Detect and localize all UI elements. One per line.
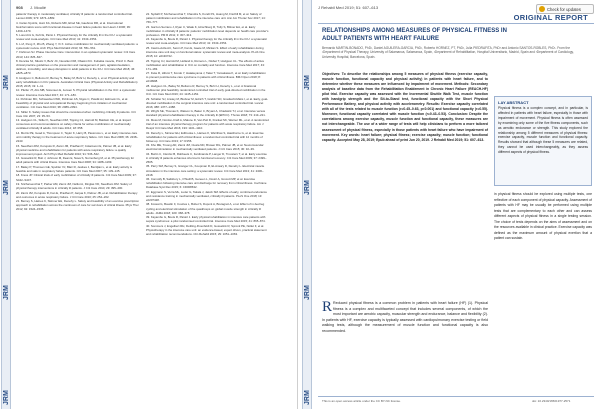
reference-item: 38. Fossat G, Baudin F, Courtes L, Bobet S, Dupont A, Bretagnol A, et al. Effect of in-bed leg cycling and electrical stimulation of the quadriceps on global muscle strength in critically ill adults. JAMA 2018; 320: 368–378.: [146, 202, 265, 215]
reference-item: 24. Kayambu G, Boots R, Paratz J. Physical therapy for the critically ill in the ICU: a systematic review and meta-analysis. Crit Care Med 2013; 41: 1543–1554.: [146, 37, 268, 46]
reference-item: 31. Moss M, Nordon-Craft A, Malone D, Van Pelt D, Frankel SK, Warner ML, et al. A randomized trial of an intensive physical therapy program for patients with acute respiratory failure. Am J Respir Crit Care Med 2016; 193: 1101–1110.: [146, 117, 269, 131]
body-text-left: [322, 301, 488, 335]
reference-item: 18. Kress JP. Clinical trials of early mobilization of critically ill patients. Crit Care Med 2009; 37: S442–S447.: [16, 173, 137, 182]
journal-side-strip-right: [302, 0, 312, 409]
reference-item: 30. Wright SE, Thomas K, Watson G, Baker C, Bryant A, Chadwick TJ, et al. Intensive versus standard physical rehabilitation therapy in the critically ill (EPICC). Thorax 2018; 73: 213–221.: [146, 109, 266, 118]
reference-item: 11. Pohlman MC, Schweickert WD, Pohlman AS, Nigos C, Pawlik AJ, Esbrook CL, et al. Feasibility of physical and occupational therapy beginning from initiation of mechanical ventilation. Crit Care Med 2010; 38: 2089–2094.: [16, 97, 129, 110]
strip-label: JRM: [3, 180, 10, 195]
reference-item: 9. Hodgson C, Bellomo R, Berney S, Bailey M, Buhr H, Denehy L, et al. Physical activity and early rehabilitation in ICU patients. Australian Critical Care (Physical Activity and Rehabilitation) 2015; 2015; 19: 1–11.: [16, 75, 138, 88]
reference-item: 13. Hodgson CL, Stiller K, Needham DM, Tipping CJ, Harrold M, Baldwin CE, et al. Expert consensus and recommendations on safety criteria for active mobilization of mechanically ventilated critically ill adults. Crit Care 2014; 18: 658.: [16, 118, 132, 131]
running-head-left: J. Moulié: [30, 5, 47, 10]
body-text-left-content: Reduced physical fitness is a common problem in patients with heart failure (HF) (1). Physical fitness is a complex and multifaceted concept that includes several components, of which the most important are aerobic capacity, muscular strength and endurance, balance and flexibility (2). In patients with HF, exercise capacity is typically assessed with cardiopulmonary exercise testing or field walking tests, although the measurement of muscle function and functional capacity is also recommended.: [322, 301, 488, 333]
reference-item: 20. Zanni JM, Korupolu R, Fan E, Pradhan P, Janjua K, Palmer JB, et al. Rehabilitation therapy and outcomes in acute respiratory failure. J Crit Care 2010; 25: 254–262.: [16, 190, 138, 199]
running-head-right: J Rehabil Med 2019; 51: 607–613: [318, 5, 379, 10]
header-rule: [318, 23, 594, 24]
license-note: This is an open access article under the CC BY-NC license.: [322, 399, 401, 403]
right-page: [300, 0, 600, 409]
reference-item: patients' therapy in moderately ventilated, critically ill patients: a randomized controlled trial. Lancet 2009; 373: 1874–1882.: [16, 12, 133, 21]
reference-item: 23. Garzon-Serrano J, Ryan C, Waak K, Hirschberg R, Tully S, Bittner EA, et al. Early mobilization in critically ill patients: patients' mobilization level depends on health care provider's profession. PM R 2011; 3: 307–313.: [146, 24, 269, 37]
section-label: ORIGINAL REPORT: [513, 13, 588, 22]
reference-item: 10. Pfeifer JT, Alm MB, Sörensen E, Jensen S. Physical rehabilitation in the ICU: a systematic review. Intensive Care Med 2017; 43: 171–183.: [16, 88, 136, 97]
reference-item: 32. Denehy L, Skinner EH, Edbrooke L, Haines K, Warrillow S, Hawthorne G, et al. Exercise rehabilitation for patients with critical illness: a randomized controlled trial with 12 months of follow-up. Crit Care 2013; 17: R156.: [146, 130, 264, 143]
page-number: 908: [16, 5, 23, 10]
reference-item: 15. Needham DM, Korupolu R, Zanni JM, Pradhan P, Colantuoni E, Palmer JB, et al. Early physical medicine and rehabilitation for patients with acute respiratory failure: a quality improvement project. Arch Phys Med Rehabil 2010; 91: 536–542.: [16, 143, 132, 156]
reference-item: 28. Hodgson CL, Bailey M, Bellomo R, Berney S, Buhr H, Denehy L, et al. A binational multicenter pilot feasibility randomized controlled trial of early goal-directed mobilization in the ICU. Crit Care Med 2016; 44: 1145–1152.: [146, 83, 266, 97]
author-list: Bernardo MARTIN-BONADO, PhD¹, Daniel AGUILERA-GARCIA, PhD¹, Roberto HORNEZ, PT, PhD², Julia PIEDRAFITA, PhD³ and Antonio SANTOS-ROBLES, PhD¹. From the ¹Department of Physical Therapy, University of Salamanca, Salamanca, Spain, ²Department of Rehabilitation, Hospital Universitario, Madrid, Spain and ³Department of Cardiology, University Hospital, Barcelona, Spain.: [322, 46, 574, 59]
reference-item: 17. Bailey P, Thomsen GE, Spuhler VJ, Blair R, Jewkes J, Bezdjian L, et al. Early activity is feasible and safe in respiratory failure patients. Crit Care Med 2007; 35: 139–145.: [16, 164, 133, 173]
reference-column-1: [16, 12, 139, 212]
reference-item: 39. Kayambu G, Boots R, Paratz J. Early physical rehabilitation in intensive care patients with sepsis syndromes: a pilot randomised controlled trial. Intensive Care Med 2015; 41: 865–874.: [146, 215, 266, 224]
reference-item: 35. Parry SM, Berney S, Granger CL, Koopman R, El-Ansary D, Denehy L. Electrical muscle stimulation in the intensive care setting: a systematic review. Crit Care Med 2013; 41: 2406–2418.: [146, 164, 265, 177]
reference-item: 27. Fuke R, Hifumi T, Kondo Y, Hatakeyama J, Takei T, Yamakawa K, et al. Early rehabilitation to prevent postintensive care syndrome in patients with critical illness. BMJ Open 2018; 8: e019998.: [146, 71, 266, 84]
reference-item: 8. Dencka SJ, Nikolic V, Behr JC, Nevellen DM, Obasini KC. Kubelka muscle, Prinzl C. Best clinical practice guidelines on the prevention and management of pain, agitation/sedation, delirium, immobility, and sleep disruption in adult patients in the ICU. Crit Care Med 2018; 46: e825–e873.: [16, 58, 136, 76]
reference-item: 22. Nydahl P, Sricharoenchai T, Chandra S, Kundt FS, Huang M, Fischill M, et al. Safety of patient mobilization and rehabilitation in the intensive care unit. Ann Am Thorac Soc 2017; 14: 766–777.: [146, 12, 266, 25]
abstract: Objectives: To describe the relationships among 5 measures of physical fitness (exercise capacity, muscle function, functional capacity and physical activity) in patients with heart failure, and to determine whether these measures are influenced by impairment of movement. Methods: Secondary analysis of baseline data from the Rehabilitation Enablement in Chronic Heart Failure (REACH-HF) pilot trial. Exercise capacity was assessed with the Incremental Shuttle Walk Test, muscle function with handgrip strength and the Sit-to-Stand test, functional capacity with the Short Physical Performance Battery, and physical activity with accelerometry. Results: Exercise capacity correlated with all of the tests related to muscle function (r=0.45–0.63, p<0.001) and functional capacity (r=0.55). Moreover, functional capacity correlated with muscle function (r=0.43–0.53). Conclusion: Despite the correlations among exercise capacity, muscle function and functional capacity, these measures are not interchangeable. The use of a wider range of tests will help clinicians to perform a more tailored assessment of physical fitness, especially in those patients with heart failure who have impairment of movement. Key words: heart failure; physical fitness; exercise capacity; muscle function; functional capacity. Accepted May 28, 2019; Epub ahead of print Jun 20, 2019. J Rehabil Med 2019; 51: 607–613.: [322, 72, 488, 142]
reference-item: 21. Berney S, Haines K, Skinner EH, Denehy L. Safety and feasibility of an exercise prescription approach to rehabilitation across the continuum of care for survivors of critical illness. Phys Ther 2012; 92: 1524–1535.: [16, 199, 139, 212]
lay-abstract-heading: LAY ABSTRACT: [498, 100, 529, 105]
reference-item: 33. Kho ME, Truong AD, Zanni JM, Ciesla ND, Brower RG, Palmer JB, et al. Neuromuscular electrical stimulation in mechanically ventilated patients. J Crit Care 2015; 30: 32–39.: [146, 143, 264, 152]
strip-label: JRM: [304, 180, 311, 195]
body-text-right: in physical fitness should be explored using multiple tests, one reflective of each component of physical capacity. Assessment of patients with HF may be usually be performed using multiple tests that are complementary to each other and can assess different aspects of physical fitness in a single testing session. The choice of tests depends on the aims of assessment and on the resources available in clinical practice. Exercise capacity was defined as the maximum amount of physical exertion that a patient can sustain.: [494, 192, 592, 240]
journal-side-strip-left: [1, 0, 11, 409]
drop-cap: R: [322, 299, 333, 315]
reference-item: 16. Gosselink R, Bott J, Johnson M, Dean E, Nava S, Norrenberg M, et al. Physiotherapy for adult patients with critical illness. Intensive Care Med 2008; 34: 1188–1199.: [16, 156, 135, 165]
reference-item: 29. Schaller SJ, Anstey M, Blobner M, Edrich T, Grabitz SD, Gradwohl-Matis I, et al. Early, goal-directed mobilisation in the surgical intensive care unit: a randomised controlled trial. Lancet 2016; 388: 1377–1388.: [146, 96, 268, 109]
reference-item: 4. Carter-Nyoli E, Hunt KA, Roberts MD, Elrod SE, Gaebrow RR, et al. International bioinformatics score with functional disease in heart failure patients: Eur Heart J 2006; 39: 1469–1470.: [16, 20, 131, 33]
reference-item: 5. Lorenzini G, Kuhl E, Parisi J. Physical therapy for the critically ill in the ICU: a systematic review and meta-analysis. Crit Care Med 2013; 41: 1543–1554.: [16, 33, 133, 42]
strip-label: JRM: [3, 285, 10, 300]
strip-label: JRM: [304, 285, 311, 300]
strip-label: JRM: [3, 75, 10, 90]
lay-abstract-text: Physical fitness is a complex concept, and in particular, is affected in patients with heart failure, especially in those with impairment of movement. Physical fitness is often assessed by examining only some of the five fitness components, such as aerobic endurance or strength. This study explored the relationship among 5 different measures of physical fitness: exercise capacity, muscle function and functional capacity. Results showed that although these 5 measures are related, they cannot be used interchangeably, as they assess different aspects of physical fitness.: [498, 106, 588, 155]
update-icon: [539, 6, 545, 12]
reference-item: 7. Fishman SJ. Phase Intensive Care: intervention in an updated systematic review. Crit Care 2013; 144: 825–847.: [16, 50, 136, 59]
article-title: RELATIONSHIPS AMONG MEASURES OF PHYSICAL FITNESS IN ADULT PATIENTS WITH HEART FAILURE: [322, 28, 507, 42]
reference-item: 25. Castro-Avila AC, Serón P, Fan E, Gaete M, Mickan S. Effect of early rehabilitation during intensive care unit stay on functional status: systematic review and meta-analysis. PLoS One 2015; 10: e0130722.: [146, 45, 265, 59]
reference-item: 19. Sricharoenchai T, Parker AM, Zanni JM, Nelliot A, Dinglas VD, Needham DM. Safety of physical therapy interventions in critically ill patients. J Crit Care 2014; 29: 395–400.: [16, 182, 132, 191]
reference-item: 6. Li Z, Peng X, Zhu B, Zhang Y, Xi X. Active mobilization for mechanically ventilated patients: a systematic review. Arch Phys Med Rehabil 2013; 94: 551–561.: [16, 41, 138, 50]
reference-item: 40. Sommers J, Engelbert RH, Dettling-Ihnenfeldt D, Gosselink R, Spronk PE, Nollet F, et al. Physiotherapy in the intensive care unit: an evidence-based, expert driven, practical statement and rehabilitation recommendations. Clin Rehabil 2015; 29: 1051–1063.: [146, 223, 267, 236]
doi[interactable]: doi: 10.2340/16501977-2571: [532, 399, 571, 403]
lay-abstract-box: [494, 96, 592, 186]
left-page: [0, 0, 298, 409]
footer-rule: [318, 396, 594, 397]
reference-item: 36. Connolly B, Salisbury L, O'Neill B, Geneen L, Douiri A, Grocott MP, et al. Exercise rehabilitation following intensive care unit discharge for recovery from critical illness. Cochrane Database Syst Rev 2015; 6: CD008632.: [146, 177, 267, 190]
strip-label: JRM: [304, 75, 311, 90]
reference-item: 14. Morris PE, Goad A, Thompson C, Taylor K, Harry B, Passmore L, et al. Early intensive care unit mobility therapy in the treatment of acute respiratory failure. Crit Care Med 2008; 36: 2238–2243.: [16, 130, 139, 144]
reference-column-2: [146, 12, 269, 236]
reference-item: 12. Stiller K. Safety issues that should be considered when mobilizing critically ill patients. Crit Care Clin 2007; 23: 35–53.: [16, 109, 136, 118]
reference-item: 37. Eggmann S, Verra ML, Luder G, Takala J, Jakob SM. Effects of early, combined endurance and resistance training in mechanically ventilated, critically ill patients. PLoS One 2018; 13: e0207428.: [146, 189, 267, 202]
badge-label: Check for updates: [547, 6, 581, 12]
reference-item: 34. Burtin C, Clerckx B, Robbeets C, Ferdinande P, Langer D, Troosters T, et al. Early exercise in critically ill patients enhances short-term functional recovery. Crit Care Med 2009; 37: 2499–2505.: [146, 151, 267, 164]
reference-item: 26. Tipping CJ, Harrold M, Holland A, Romero L, Nisbet T, Hodgson CL. The effects of active mobilisation and rehabilitation in ICU on mortality and function. Intensive Care Med 2017; 43: 171–183.: [146, 58, 265, 71]
strip-label: JRM: [304, 390, 311, 405]
strip-label: JRM: [3, 390, 10, 405]
